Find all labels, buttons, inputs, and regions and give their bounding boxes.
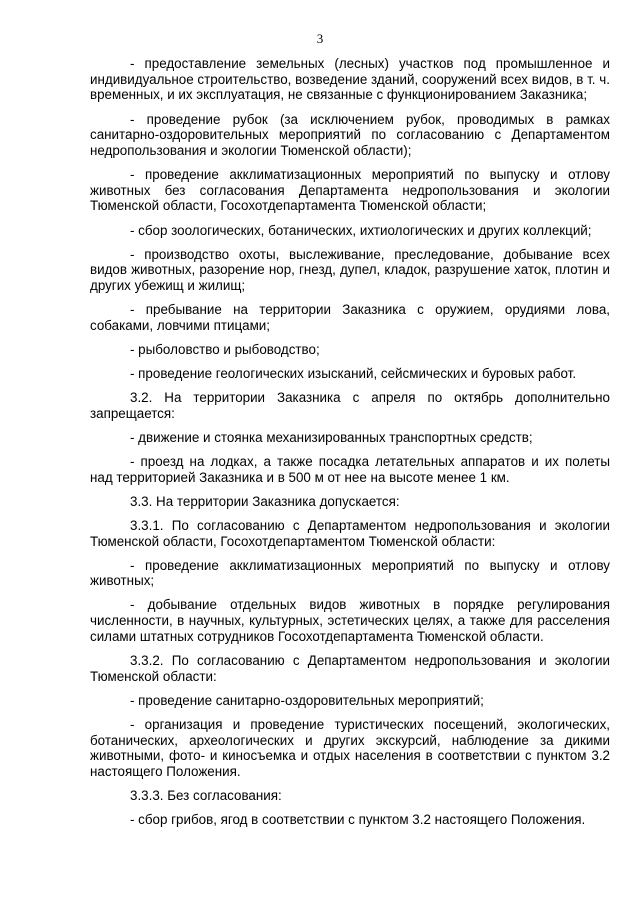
page-number: 3 [316, 31, 324, 46]
section-paragraph: 3.2. На территории Заказника с апреля по октябрь дополнительно запрещается: [90, 390, 610, 421]
paragraph: - организация и проведение туристических посещений, экологических, ботанических, археологических и других экскурсий, наблюдение за дикими животными, фото- и киносъемка и отдых населения в соответствии с пунктом 3.2 настоящего Положения. [90, 716, 610, 779]
paragraph: - добывание отдельных видов животных в порядке регулирования численности, в научных, культурных, эстетических целях, а также для расселения силами штатных сотрудников Госохотдепартамента Тюменской области. [90, 597, 610, 644]
paragraph: - производство охоты, выслеживание, преследование, добывание всех видов животных, разорение нор, гнезд, дупел, кладок, разрушение хаток, плотин и других убежищ и жилищ; [90, 246, 610, 293]
section-paragraph: 3.3.3. Без согласования: [130, 788, 282, 804]
paragraph: - проезд на лодках, а также посадка летательных аппаратов и их полеты над территорией Заказника и в 500 м от нее на высоте менее 1 км. [90, 453, 610, 485]
paragraph: - проведение рубок (за исключением рубок, проводимых в рамках санитарно-оздоровительных мероприятий по согласованию с Департаментом недропользования и экологии Тюменской области); [90, 111, 610, 158]
paragraph: - сбор грибов, ягод в соответствии с пунктом 3.2 настоящего Положения. [130, 812, 586, 828]
document-body [90, 56, 610, 836]
paragraph: - пребывание на территории Заказника с оружием, орудиями лова, собаками, ловчими птицами; [90, 302, 610, 333]
section-paragraph: 3.3. На территории Заказника допускается: [130, 493, 400, 509]
paragraph: - рыболовство и рыбоводство; [130, 341, 320, 357]
paragraph: - проведение санитарно-оздоровительных мероприятий; [130, 692, 484, 708]
paragraph: - сбор зоологических, ботанических, ихтиологических и других коллекций; [130, 222, 592, 238]
paragraph: - проведение геологических изысканий, сейсмических и буровых работ. [130, 365, 577, 381]
paragraph: - движение и стоянка механизированных транспортных средств; [130, 429, 533, 445]
section-paragraph: 3.3.1. По согласованию с Департаментом недропользования и экологии Тюменской области, Госохотдепартаментом Тюменской области: [90, 517, 610, 549]
paragraph: - предоставление земельных (лесных) участков под промышленное и индивидуальное строительство, возведение зданий, сооружений всех видов, в т. ч. временных, и их эксплуатация, не связанные с функционированием Заказника; [90, 56, 610, 103]
section-paragraph: 3.3.2. По согласованию с Департаментом недропользования и экологии Тюменской области: [90, 652, 610, 684]
paragraph: - проведение акклиматизационных мероприятий по выпуску и отлову животных; [90, 557, 610, 589]
paragraph: - проведение акклиматизационных мероприятий по выпуску и отлову животных без согласования Департамента недропользования и экологии Тюменской области, Госохотдепартамента Тюменской области; [90, 167, 610, 214]
